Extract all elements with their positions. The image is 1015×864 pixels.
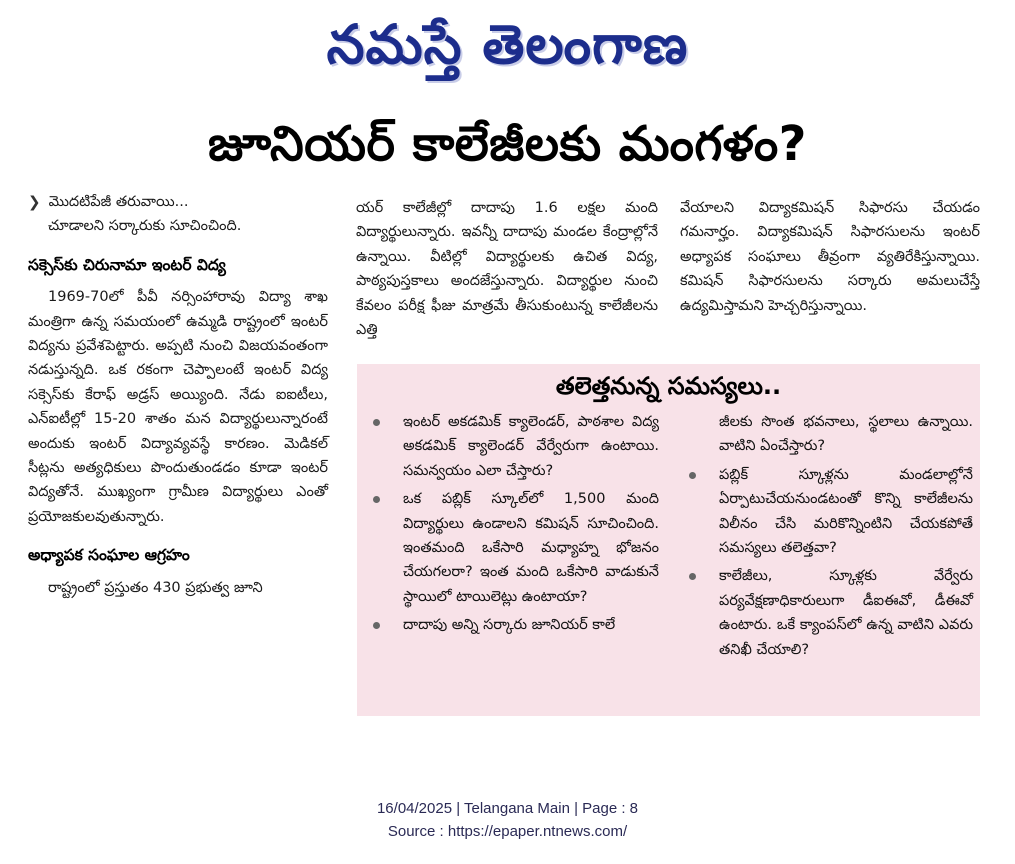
paragraph: చూడాలని సర్కారుకు సూచించింది. [48,218,242,235]
article-column-2 [356,196,658,342]
article-column-1 [28,190,328,600]
bullet-icon [373,622,380,629]
paragraph: యర్ కాలేజీల్లో దాదాపు 1.6 లక్షల మంది విద్యార్థులున్నారు. ఇవన్నీ దాదాపు మండల కేంద్రాల్లోనే ఉన్నాయి. వీటిల్లో విద్యార్థులకు ఉచిత విద్య, పాఠ్యపుస్తకాలు అందజేస్తున్నారు. విద్యార్థుల నుంచి కేవలం పరీక్ష ఫీజు మాత్రమే తీసుకుంటున్న కాలేజీలను ఎత్తి [356,200,658,339]
bullet-icon [373,419,380,426]
footer-source: Source : https://epaper.ntnews.com/ [387,823,628,840]
list-item [683,564,973,662]
issues-box [357,364,980,716]
chevron-right-icon: ❯ [28,193,41,211]
list-item [367,487,659,609]
bullet-icon [689,573,696,580]
list-item-text: దాదాపు అన్ని సర్కారు జూనియర్ కాలే [403,617,616,634]
paragraph: వేయాలని విద్యాకమిషన్ సిఫారసు చేయడం గమనార్హం. విద్యాకమిషన్ సిఫారసులను ఇంటర్ అధ్యాపక సంఘాలు తీవ్రంగా వ్యతిరేకిస్తున్నాయి. కమిషన్ సిఫారసులను సర్కారు అమలుచేస్తే ఉద్యమిస్తామని హెచ్చరిస్తున్నాయి. [680,200,980,314]
list-item [683,463,973,561]
subheading: సక్సెస్‌కు చిరునామా ఇంటర్ విద్య [28,255,226,274]
paragraph: రాష్ట్రంలో ప్రస్తుతం 430 ప్రభుత్వ జూని [48,579,263,596]
list-item [367,410,659,483]
list-item-text: ఒక పబ్లిక్ స్కూల్‌లో 1,500 మంది విద్యార్థులు ఉండాలని కమిషన్ సూచించింది. ఇంతమంది ఒకేసారి మధ్యాహ్న భోజనం చేయగలరా? ఇంత మంది ఒకేసారి వాడుకునే స్థాయిలో టాయిలెట్లు ఉంటాయా? [403,491,659,605]
list-item-text: కాలేజీలు, స్కూళ్లకు వేర్వేరు పర్యవేక్షణాధికారులుగా డీఐఈవో, డీఈవో ఉంటారు. ఒకే క్యాంపస్‌లో ఉన్న వాటిని ఎవరు తనిఖీ చేయాలి? [719,568,973,658]
article-headline: జూనియర్ కాలేజీలకు మంగళం? [207,116,808,172]
list-item-text: ఇంటర్ అకడమిక్ క్యాలెండర్, పాఠశాల విద్య అకడమిక్ క్యాలెండర్ వేర్వేరుగా ఉంటాయి. సమన్వయం ఎలా చేస్తారు? [403,414,659,479]
article-column-3 [680,196,980,318]
continued-from-text: మొదటిపేజీ తరువాయి... [48,194,189,210]
paragraph: 1969-70లో పీవీ నర్సింహారావు విద్యా శాఖ మంత్రిగా ఉన్న సమయంలో ఉమ్మడి రాష్ట్రంలో ఇంటర్ విద్యను ప్రవేశపెట్టారు. అప్పటి నుంచి విజయవంతంగా నడుస్తున్నది. ఒక రకంగా చెప్పాలంటే ఇంటర్ విద్య సక్సెస్‌కు కేరాఫ్ అడ్రస్ అయ్యింది. నేడు ఐఐటీలు, ఎన్ఐటీల్లో 15-20 శాతం మన విద్యార్థులున్నారంటే అందుకు ఇంటర్ విద్యావ్యవస్థే కారణం. మెడికల్ సీట్లను అత్యధికులు పొందుతుండడం కూడా ఇంటర్ విద్యతోనే. ముఖ్యంగా గ్రామీణ విద్యార్థులు ఎంతో ప్రయోజకులవుతున్నారు. [28,289,328,525]
subheading: అధ్యాపక సంఘాల ఆగ్రహం [28,546,190,565]
list-item-continuation: జీలకు సొంత భవనాలు, స్థలాలు ఉన్నాయి. వాటిని ఏంచేస్తారు? [719,414,973,455]
box-title: తలెత్తనున్న సమస్యలు.. [555,372,782,400]
box-column-right [683,410,973,666]
bullet-icon [373,496,380,503]
masthead-logo: నమస్తే తెలంగాణ [326,12,689,76]
box-column-left [367,410,659,642]
bullet-icon [689,472,696,479]
continued-marker [28,190,328,214]
list-item [367,613,659,637]
footer-date-page: 16/04/2025 | Telangana Main | Page : 8 [376,800,639,817]
list-item-text: పబ్లిక్ స్కూళ్లను మండలాల్లోనే ఏర్పాటుచేయనుండటంతో కొన్ని కాలేజీలను విలీనం చేసి మరికొన్నింటిని చేయకపోతే సమస్యలు తలెత్తవా? [719,466,973,557]
